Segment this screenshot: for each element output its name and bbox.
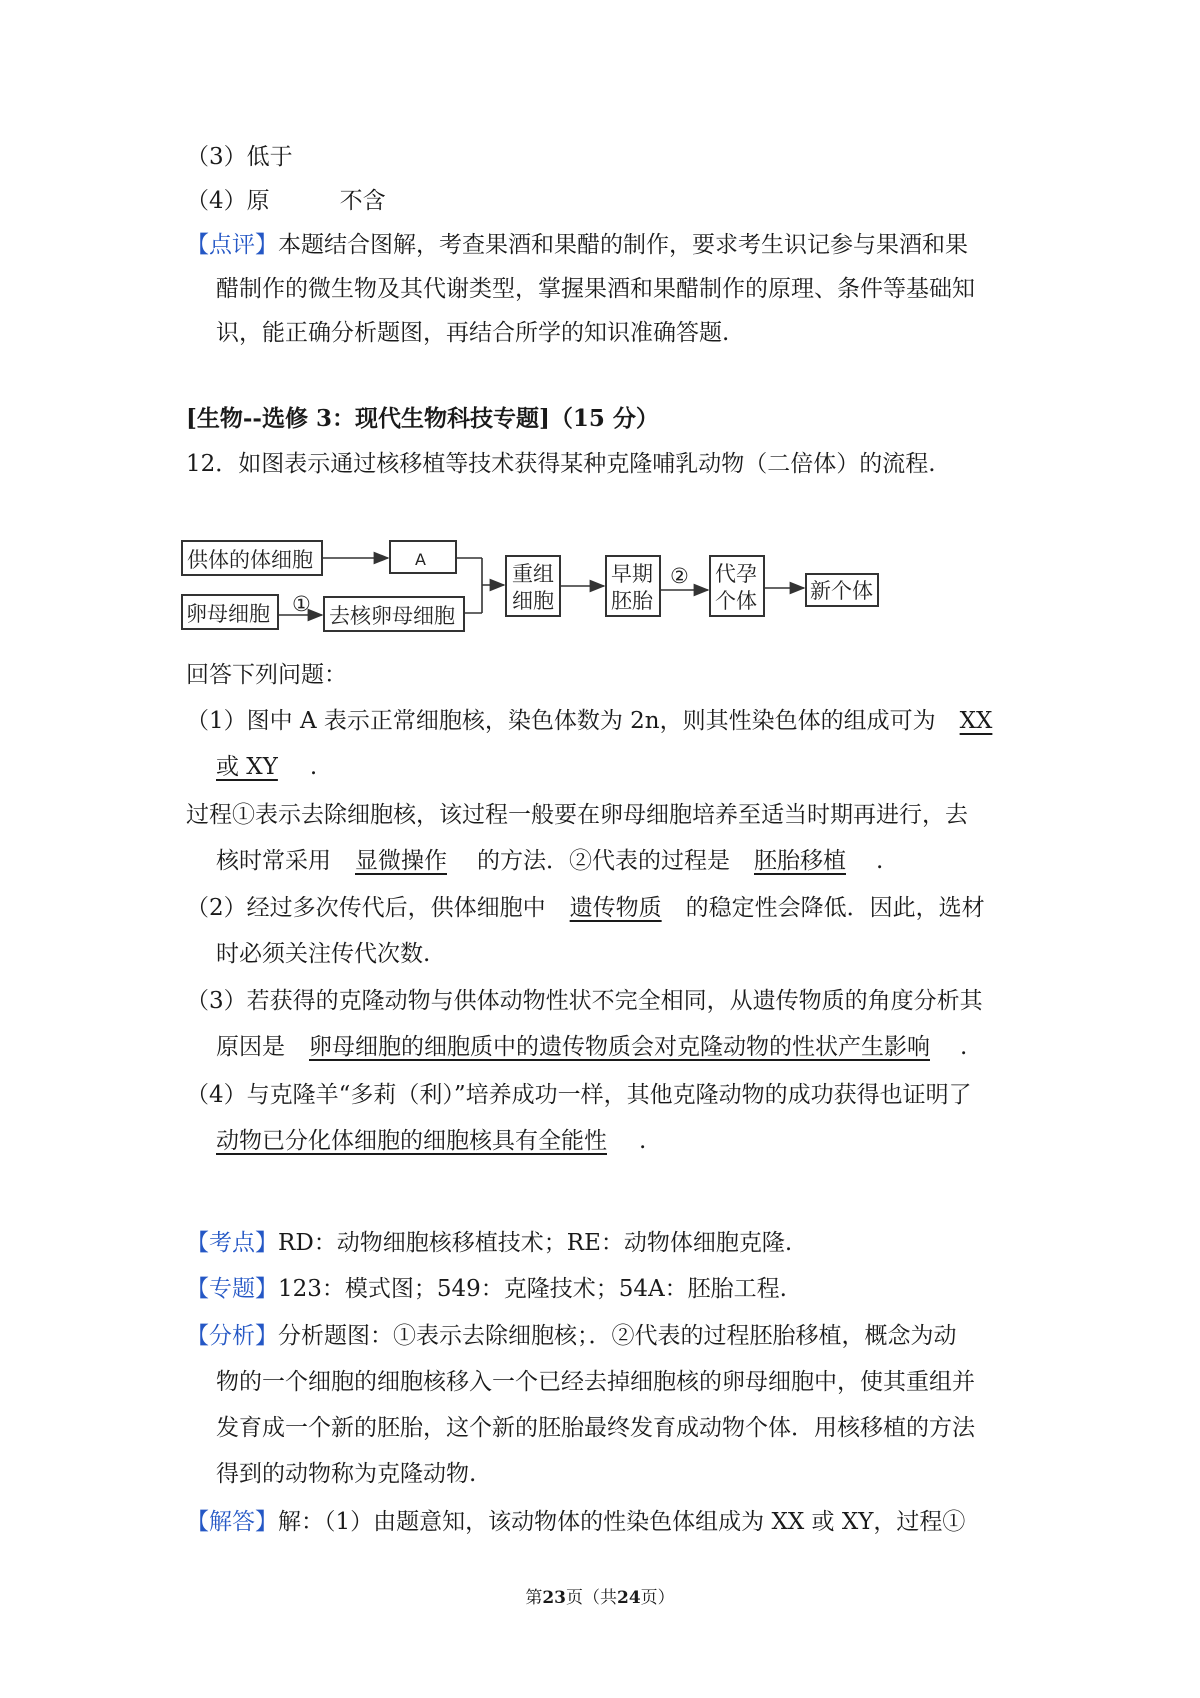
kaodian-tag: 【考点】 [186, 1230, 278, 1256]
q2-line-1: （2）经过多次传代后，供体细胞中 遗传物质 的稳定性会降低．因此，选材 [186, 895, 985, 921]
answer-3: （3）低于 [186, 144, 293, 170]
q1b-line-1: 过程①表示去除细胞核，该过程一般要在卵母细胞培养至适当时期再进行，去 [186, 802, 968, 828]
new-individual-label: 新个体 [810, 579, 873, 603]
fenxi-tag: 【分析】 [186, 1323, 278, 1349]
nucleus-a-label: A [415, 550, 426, 569]
zhuanti-line: 【专题】123：模式图；549：克隆技术；54A：胚胎工程. [186, 1276, 787, 1302]
fenxi-line-3: 发育成一个新的胚胎，这个新的胚胎最终发育成动物个体．用核移植的方法 [216, 1415, 975, 1441]
q1-line-1: （1）图中 A 表示正常细胞核，染色体数为 2n，则其性染色体的组成可为 XX [186, 708, 993, 734]
comment-line-3: 识，能正确分析题图，再结合所学的知识准确答题. [216, 320, 730, 346]
q1b-answer-2: 胚胎移植 [754, 848, 846, 874]
fenxi-line-2: 物的一个细胞的细胞核移入一个已经去掉细胞核的卵母细胞中，使其重组并 [216, 1369, 975, 1395]
total-pages: 24 [617, 1588, 641, 1608]
early-embryo-label-1: 早期 [611, 562, 653, 586]
comment-line-2: 醋制作的微生物及其代谢类型，掌握果酒和果醋制作的原理、条件等基础知 [216, 276, 975, 302]
fenxi-line-4: 得到的动物称为克隆动物. [216, 1461, 477, 1487]
section-title: [生物--选修 3：现代生物科技专题]（15 分） [186, 405, 659, 432]
page-number: 23 [542, 1588, 566, 1608]
page-footer: 第23页（共24页） [525, 1588, 675, 1608]
q1-line-2: 或 XY . [216, 754, 318, 780]
oocyte-label: 卵母细胞 [186, 602, 270, 626]
q2-answer: 遗传物质 [569, 895, 662, 921]
step-1-label: ① [292, 592, 311, 616]
q1b-line-2: 核时常采用 显微操作 的方法．②代表的过程是 胚胎移植 . [216, 848, 884, 874]
comment-line-1: 【点评】本题结合图解，考查果酒和果醋的制作，要求考生识记参与果酒和果 [186, 232, 968, 258]
q4-line-1: （4）与克隆羊“多莉（利）”培养成功一样，其他克隆动物的成功获得也证明了 [186, 1082, 972, 1108]
kaodian-line: 【考点】RD：动物细胞核移植技术；RE：动物体细胞克隆. [186, 1230, 793, 1256]
q1b-answer-1: 显微操作 [355, 848, 447, 874]
answer-4: （4）原 不含 [186, 188, 386, 214]
recombinant-label-1: 重组 [512, 562, 554, 586]
q1-answer-part2: 或 XY [216, 754, 278, 780]
q1-answer-part1: XX [959, 708, 993, 734]
comment-tag: 【点评】 [186, 232, 278, 258]
q4-answer: 动物已分化体细胞的细胞核具有全能性 [216, 1128, 607, 1154]
q2-line-2: 时必须关注传代次数. [216, 941, 431, 967]
step-2-label: ② [670, 564, 689, 588]
surrogate-label-2: 个体 [715, 589, 757, 613]
recombinant-label-2: 细胞 [512, 589, 554, 613]
jieda-line: 【解答】解：（1）由题意知，该动物体的性染色体组成为 XX 或 XY，过程① [186, 1509, 966, 1535]
q4-line-2: 动物已分化体细胞的细胞核具有全能性 . [216, 1128, 647, 1154]
donor-cell-label: 供体的体细胞 [187, 548, 313, 572]
question-12: 12．如图表示通过核移植等技术获得某种克隆哺乳动物（二倍体）的流程. [186, 451, 936, 477]
q3-line-1: （3）若获得的克隆动物与供体动物性状不完全相同，从遗传物质的角度分析其 [186, 988, 983, 1014]
q3-answer: 卵母细胞的细胞质中的遗传物质会对克隆动物的性状产生影响 [309, 1034, 930, 1060]
answer-intro: 回答下列问题： [186, 662, 347, 688]
zhuanti-tag: 【专题】 [186, 1276, 278, 1302]
enucleated-oocyte-label: 去核卵母细胞 [329, 604, 455, 628]
q3-line-2: 原因是 卵母细胞的细胞质中的遗传物质会对克隆动物的性状产生影响 . [216, 1034, 968, 1060]
jieda-tag: 【解答】 [186, 1509, 278, 1535]
early-embryo-label-2: 胚胎 [611, 589, 653, 613]
fenxi-line-1: 【分析】分析题图：①表示去除细胞核；．②代表的过程胚胎移植，概念为动 [186, 1323, 957, 1349]
surrogate-label-1: 代孕 [715, 562, 757, 586]
